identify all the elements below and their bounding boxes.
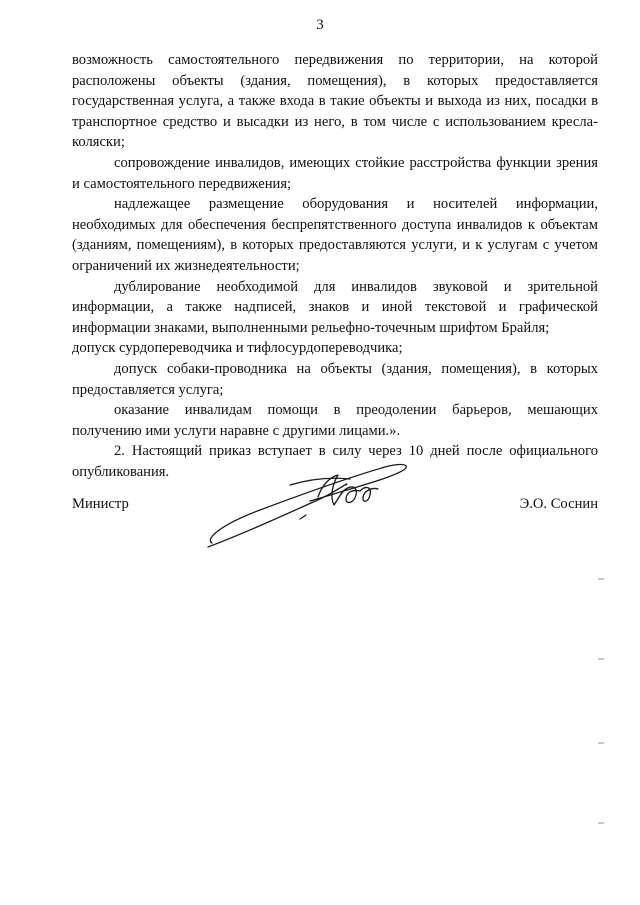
- paragraph-movement-access: возможность самостоятельного передвижения по территории, на которой расположены объекты (здания, помещения), в которых предоставляется государственная услуга, а также входа в такие объекты и выхода из них, посадки в транспортное средство и высадки из него, в том числе с использованием кресла- коляски;: [72, 52, 598, 151]
- signatory-name: Э.О. Соснин: [519, 496, 598, 512]
- page-number: 3: [316, 17, 324, 33]
- scan-artifact: [598, 658, 604, 660]
- paragraph-barrier-assistance: оказание инвалидам помощи в преодолении барьеров, мешающих получению ими услуги наравне с другими лицами.».: [72, 402, 598, 439]
- paragraph-escort: сопровождение инвалидов, имеющих стойкие расстройства функции зрения и самостоятельного передвижения;: [72, 154, 598, 192]
- paragraph-guide-dog: допуск собаки-проводника на объекты (здания, помещения), в которых предоставляется услуга;: [72, 360, 598, 398]
- handwritten-signature: [200, 455, 415, 555]
- document-body: [72, 50, 598, 482]
- scan-artifact: [598, 822, 604, 824]
- paragraph-equipment-placement: надлежащее размещение оборудования и носителей информации, необходимых для обеспечения беспрепятственного доступа инвалидов к объектам (зданиям, помещениям), в которых предоставляются услуги, и к услугам с учетом ограничений их жизнедеятельности;: [72, 196, 598, 274]
- paragraph-effective-date: 2. Настоящий приказ вступает в силу через 10 дней после официального опубликования.: [72, 443, 598, 480]
- paragraph-information-duplication: дублирование необходимой для инвалидов звуковой и зрительной информации, а также надписей, знаков и иной текстовой и графической информации знаками, выполненными рельефно-точечным шрифтом Брайля;: [72, 278, 598, 336]
- scan-artifact: [598, 742, 604, 744]
- signatory-position: Министр: [72, 496, 129, 512]
- paragraph-sign-interpreter: допуск сурдопереводчика и тифлосурдопереводчика;: [72, 340, 403, 357]
- scan-artifact: [598, 578, 604, 580]
